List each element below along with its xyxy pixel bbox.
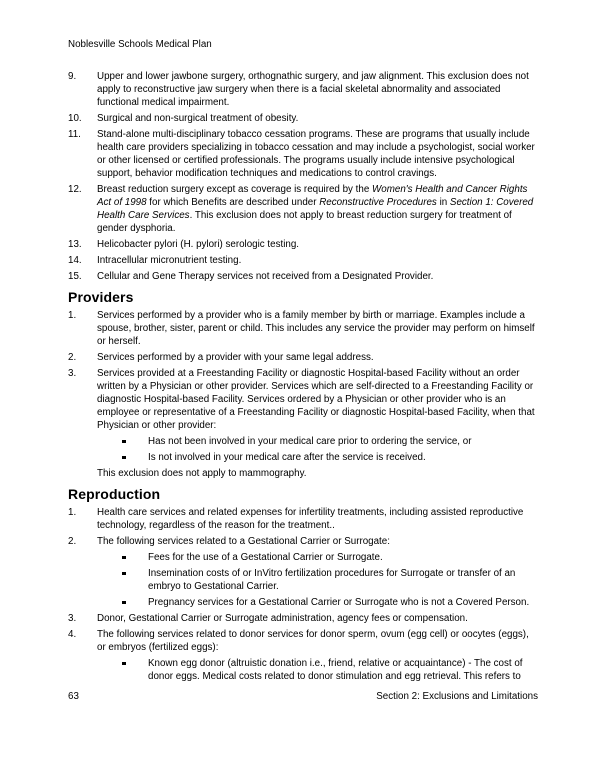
list-item-text: The following services related to a Gestational Carrier or Surrogate: xyxy=(97,536,390,547)
footer-section-label: Section 2: Exclusions and Limitations xyxy=(376,691,538,702)
list-item-text xyxy=(97,183,538,235)
bullet-item-text: Is not involved in your medical care after the service is received. xyxy=(148,452,426,463)
bullet-item xyxy=(122,596,538,609)
bullet-item-text: Insemination costs of or InVitro fertilization procedures for Surrogate or transfer of an embryo to Gestational Carrier. xyxy=(148,568,516,592)
bullet-item-text: Fees for the use of a Gestational Carrier or Surrogate. xyxy=(148,552,383,563)
list-item-number: 11. xyxy=(68,129,81,140)
list-item xyxy=(68,112,538,125)
bullet-icon xyxy=(122,596,148,609)
list-item-text: Helicobacter pylori (H. pylori) serologic testing. xyxy=(97,239,299,250)
page-number: 63 xyxy=(68,691,79,702)
bullet-icon xyxy=(122,551,148,564)
bullet-item-text: Pregnancy services for a Gestational Carrier or Surrogate who is not a Covered Person. xyxy=(148,597,530,608)
list-item-text: Stand-alone multi-disciplinary tobacco cessation programs. These are programs that usually include health care providers specializing in tobacco cessation and may include a psychologist, social worker or other licensed or certified professionals. The programs usually include intensive psychological support, behavior modification techniques and medications to control cravings. xyxy=(97,129,535,179)
list-item-number: 3. xyxy=(68,613,77,624)
list-item xyxy=(68,628,538,654)
page-footer xyxy=(68,690,538,703)
bullet-icon xyxy=(122,657,148,683)
list-item-number: 15. xyxy=(68,271,82,282)
list-item xyxy=(68,506,538,532)
list-item-text: Cellular and Gene Therapy services not received from a Designated Provider. xyxy=(97,271,434,282)
text-segment-italic: Women's Health and Cancer Rights Act of 1998 xyxy=(97,184,528,208)
list-item-number: 9. xyxy=(68,71,77,82)
list-item xyxy=(68,270,538,283)
list-item-text: Upper and lower jawbone surgery, orthognathic surgery, and jaw alignment. This exclusion does not apply to reconstructive jaw surgery when there is a facial skeletal abnormality and associated functional medical impairment. xyxy=(97,71,529,108)
text-segment-italic: Reconstructive Procedures xyxy=(319,197,437,208)
bullet-item xyxy=(122,567,538,593)
bullet-icon xyxy=(122,435,148,448)
bullet-item xyxy=(122,435,538,448)
list-item xyxy=(68,351,538,364)
page-content xyxy=(68,38,538,686)
list-item-number: 13. xyxy=(68,239,82,250)
list-item-number: 2. xyxy=(68,536,77,547)
page-header-title: Noblesville Schools Medical Plan xyxy=(68,39,212,50)
list-item-number: 10. xyxy=(68,113,82,124)
list-item-number: 4. xyxy=(68,629,77,640)
providers-note-text: This exclusion does not apply to mammography. xyxy=(97,468,307,479)
list-item-text: Services provided at a Freestanding Facility or diagnostic Hospital-based Facility without an order written by a Physician or other provider. Services which are self-directed to a Freestanding Facility or diagnostic Hospital-based Facility. Services ordered by a Physician or other provider who is an employee or representative of a Freestanding Facility or diagnostic Hospital-based Facility, when that Physician or other provider: xyxy=(97,368,535,431)
list-item-number: 14. xyxy=(68,255,82,266)
list-item-number: 1. xyxy=(68,507,77,518)
section-heading-providers: Providers xyxy=(68,289,134,305)
list-item-text: Health care services and related expenses for infertility treatments, including assisted reproductive technology, regardless of the reason for the treatment.. xyxy=(97,507,524,531)
list-item-number: 3. xyxy=(68,368,77,379)
list-item-text: Surgical and non-surgical treatment of obesity. xyxy=(97,113,299,124)
text-segment: Breast reduction surgery except as coverage is required by the xyxy=(97,184,373,195)
text-segment: in xyxy=(436,197,450,208)
list-item-number: 12. xyxy=(68,184,82,195)
bullet-item-text: Has not been involved in your medical care prior to ordering the service, or xyxy=(148,436,472,447)
list-item xyxy=(68,309,538,348)
list-item xyxy=(68,612,538,625)
bullet-item xyxy=(122,451,538,464)
list-item-number: 2. xyxy=(68,352,77,363)
list-item xyxy=(68,238,538,251)
bullet-icon xyxy=(122,451,148,464)
list-item xyxy=(68,128,538,180)
text-segment-italic: Section 1: Covered Health Care Services xyxy=(97,197,534,221)
text-segment: for which Benefits are described under xyxy=(146,197,320,208)
list-item-text: Intracellular micronutrient testing. xyxy=(97,255,242,266)
list-item xyxy=(68,70,538,109)
list-item xyxy=(68,367,538,432)
list-item xyxy=(68,183,538,235)
list-item-number: 1. xyxy=(68,310,77,321)
bullet-item-text: Known egg donor (altruistic donation i.e., friend, relative or acquaintance) - The cost of donor eggs. Medical costs related to donor stimulation and egg retrieval. This refers to xyxy=(148,658,523,682)
list-item-text: Donor, Gestational Carrier or Surrogate administration, agency fees or compensation. xyxy=(97,613,468,624)
bullet-icon xyxy=(122,567,148,593)
bullet-item xyxy=(122,551,538,564)
text-segment: . This exclusion does not apply to breast reduction surgery for treatment of gender dysphoria. xyxy=(97,210,512,234)
list-item xyxy=(68,254,538,267)
list-item-text: The following services related to donor services for donor sperm, ovum (egg cell) or oocytes (eggs), or embryos (fertilized eggs): xyxy=(97,629,529,653)
list-item xyxy=(68,535,538,548)
section-heading-reproduction: Reproduction xyxy=(68,486,161,502)
bullet-item xyxy=(122,657,538,683)
list-item-text: Services performed by a provider with your same legal address. xyxy=(97,352,374,363)
list-item-text: Services performed by a provider who is a family member by birth or marriage. Examples include a spouse, brother, sister, parent or child. This includes any service the provider may perform on himself or herself. xyxy=(97,310,535,347)
